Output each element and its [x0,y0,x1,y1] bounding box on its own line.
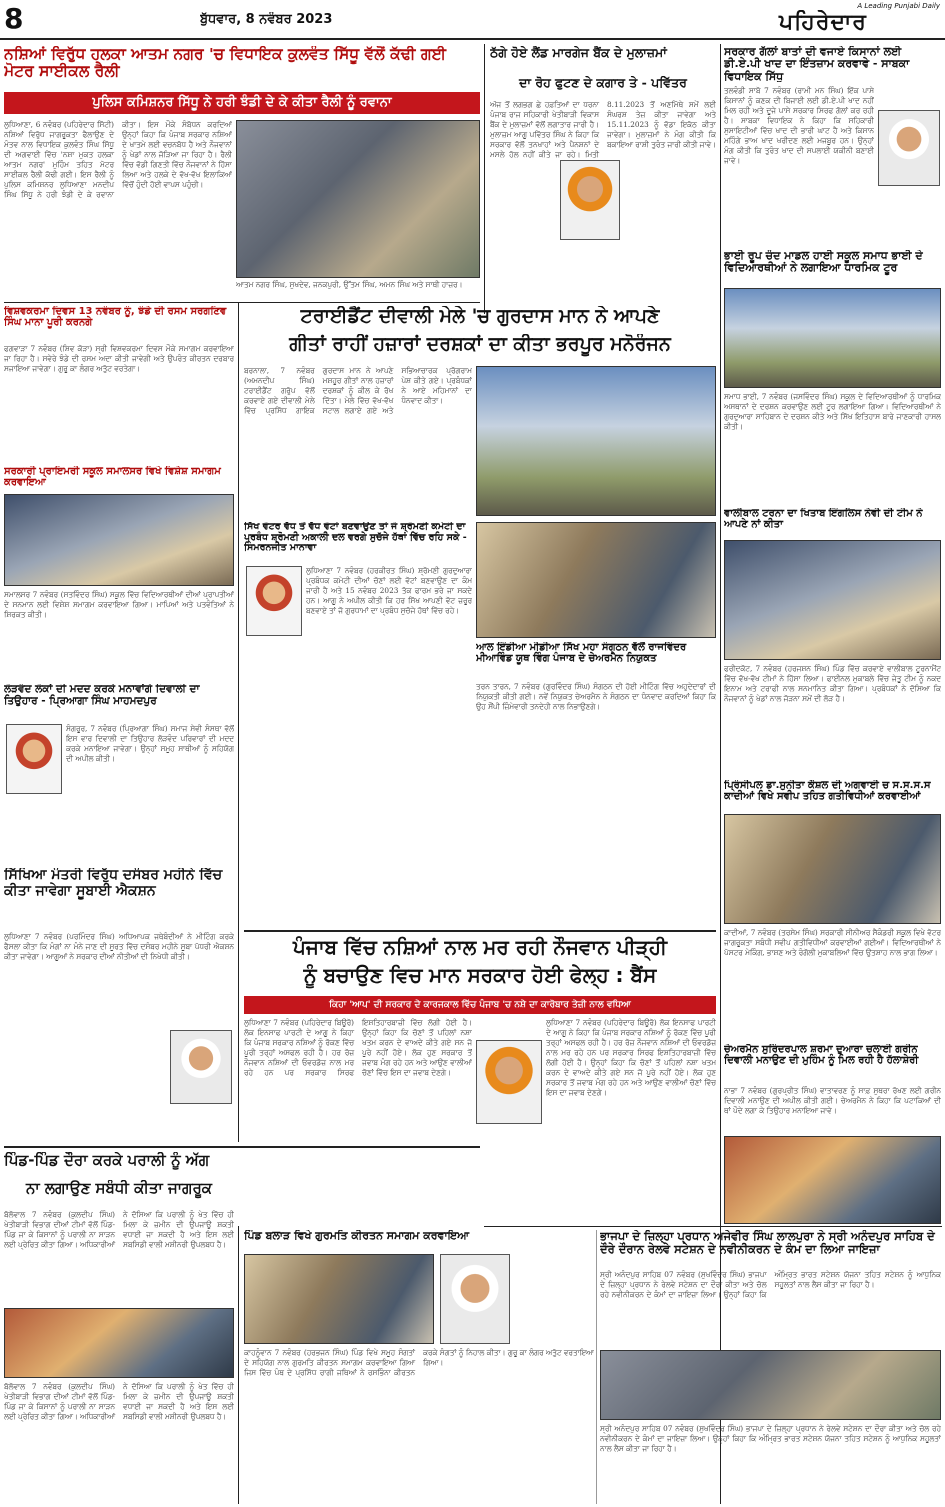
tagline: A Leading Punjabi Daily [857,2,940,10]
school-photo [4,494,234,586]
volleyball-photo [724,540,941,660]
farmers-portrait [878,110,940,186]
tour-body: ਸਮਾਧ ਭਾਈ, 7 ਨਵੰਬਰ (ਜਸਵਿੰਦਰ ਸਿੰਘ) ਸਕੂਲ ਦੇ ਵਿਦਿਆਰਥੀਆਂ ਨੂੰ ਧਾਰਮਿਕ ਅਸਥਾਨਾਂ ਦੇ ਦਰਸ਼ਨ ਕਰਵਾਉਣ ਲਈ ਟੂਰ ਲਗਾਇਆ ਗਿਆ। ਵਿਦਿਆਰਥੀਆਂ ਨੇ ਗੁਰਦੁਆਰਾ ਸਾਹਿਬਾਨ ਦੇ ਦਰਸ਼ਨ ਕੀਤੇ ਅਤੇ ਸਿੱਖ ਇਤਿਹਾਸ ਬਾਰੇ ਜਾਣਕਾਰੀ ਹਾਸਲ ਕੀਤੀ। [724,392,941,431]
bhajpa-body-2: ਸ੍ਰੀ ਅਨੰਦਪੁਰ ਸਾਹਿਬ 07 ਨਵੰਬਰ (ਸੁਖਵਿੰਦਰ ਸਿੰਘ) ਭਾਜਪਾ ਦੇ ਜ਼ਿਲ੍ਹਾ ਪ੍ਰਧਾਨ ਨੇ ਰੇਲਵੇ ਸਟੇਸ਼ਨ ਦਾ ਦੌਰਾ ਕੀਤਾ ਅਤੇ ਚੱਲ ਰਹੇ ਨਵੀਨੀਕਰਨ ਦੇ ਕੰਮਾਂ ਦਾ ਜਾਇਜ਼ਾ ਲਿਆ। ਉਨ੍ਹਾਂ ਕਿਹਾ ਕਿ ਅੰਮ੍ਰਿਤ ਭਾਰਤ ਸਟੇਸ਼ਨ ਯੋਜਨਾ ਤਹਿਤ ਸਟੇਸ਼ਨ ਨੂੰ ਆਧੁਨਿਕ ਸਹੂਲਤਾਂ ਨਾਲ ਲੈਸ ਕੀਤਾ ਜਾ ਰਿਹਾ ਹੈ। [600,1424,941,1453]
sikh-body: ਲੁਧਿਆਣਾ 7 ਨਵੰਬਰ (ਹਰਕੀਰਤ ਸਿੰਘ) ਸ਼੍ਰੋਮਣੀ ਗੁਰਦੁਆਰਾ ਪ੍ਰਬੰਧਕ ਕਮੇਟੀ ਦੀਆਂ ਚੋਣਾਂ ਲਈ ਵੋਟਾਂ ਬਣਵਾਉਣ ਦਾ ਕੰਮ ਜਾਰੀ ਹੈ ਅਤੇ 15 ਨਵੰਬਰ 2023 ਤੱਕ ਫਾਰਮ ਭਰੇ ਜਾ ਸਕਦੇ ਹਨ। ਆਗੂ ਨੇ ਅਪੀਲ ਕੀਤੀ ਕਿ ਹਰ ਸਿੱਖ ਆਪਣੀ ਵੋਟ ਜ਼ਰੂਰ ਬਣਵਾਏ ਤਾਂ ਜੋ ਗੁਰਧਾਮਾਂ ਦਾ ਪ੍ਰਬੰਧ ਸੁਚੱਜੇ ਹੱਥਾਂ ਵਿੱਚ ਰਹੇ। [306,566,472,615]
tour-headline: ਭਾਈ ਰੂਪ ਚੰਦ ਮਾਡਲ ਹਾਈ ਸਕੂਲ ਸਮਾਧ ਭਾਈ ਦੇ ਵਿਦਿਆਰਥੀਆਂ ਨੇ ਲਗਾਇਆ ਧਾਰਮਿਕ ਟੂਰ [724,250,923,275]
teachers-body: ਲੁਧਿਆਣਾ 7 ਨਵੰਬਰ (ਪਰਮਿੰਦਰ ਸਿੰਘ) ਅਧਿਆਪਕ ਜਥੇਬੰਦੀਆਂ ਨੇ ਮੀਟਿੰਗ ਕਰਕੇ ਫੈਸਲਾ ਕੀਤਾ ਕਿ ਮੰਗਾਂ ਨਾ ਮੰਨੇ ਜਾਣ ਦੀ ਸੂਰਤ ਵਿੱਚ ਦਸੰਬਰ ਮਹੀਨੇ ਸੂਬਾ ਪੱਧਰੀ ਐਕਸ਼ਨ ਕੀਤਾ ਜਾਵੇਗਾ। ਆਗੂਆਂ ਨੇ ਸਰਕਾਰ ਦੀਆਂ ਨੀਤੀਆਂ ਦੀ ਨਿਖੇਧੀ ਕੀਤੀ। [4,932,234,961]
youth-headline-2: ਨੂੰ ਬਚਾਉਣ ਵਿਚ ਮਾਨ ਸਰਕਾਰ ਹੋਈ ਫੇਲ੍ਹ : ਬੈਂਸ [303,964,657,987]
sikh-headline: ਸਿੱਖ ਵੋਟਰ ਵੱਧ ਤੋਂ ਵੱਧ ਵੋਟਾਂ ਬਣਵਾਉਣ ਤਾਂ ਜੋ ਸ਼੍ਰੋਮਣੀ ਕਮੇਟੀ ਦਾ ਪ੍ਰਬੰਧ ਸ਼੍ਰੋਮਣੀ ਅਕਾਲੀ ਦਲ ਵਰਗੇ ਸੁਚੱਜੇ ਹੱਥਾਂ ਵਿੱਚ ਰਹਿ ਸਕੇ - ਸਿਮਰਨਜੀਤ ਮਾਨਾਵਾ [244,522,467,554]
trident-body: ਬਰਨਾਲਾ, 7 ਨਵੰਬਰ (ਅਮਨਦੀਪ ਸਿੰਘ) ਟਰਾਈਡੈਂਟ ਗਰੁੱਪ ਵੱਲੋਂ ਕਰਵਾਏ ਗਏ ਦੀਵਾਲੀ ਮੇਲੇ ਵਿੱਚ ਪ੍ਰਸਿੱਧ ਗਾਇਕ ਗੁਰਦਾਸ ਮਾਨ ਨੇ ਆਪਣੇ ਮਸ਼ਹੂਰ ਗੀਤਾਂ ਨਾਲ ਹਜ਼ਾਰਾਂ ਦਰਸ਼ਕਾਂ ਨੂੰ ਕੀਲ ਕੇ ਰੱਖ ਦਿੱਤਾ। ਮੇਲੇ ਵਿੱਚ ਵੱਖ-ਵੱਖ ਸਟਾਲ ਲਗਾਏ ਗਏ ਅਤੇ ਸਭਿਆਚਾਰਕ ਪ੍ਰੋਗਰਾਮ ਪੇਸ਼ ਕੀਤੇ ਗਏ। ਪ੍ਰਬੰਧਕਾਂ ਨੇ ਆਏ ਮਹਿਮਾਨਾਂ ਦਾ ਧੰਨਵਾਦ ਕੀਤਾ। [244,366,472,415]
gurmat-body: ਕਾਹਨੂੰਵਾਨ 7 ਨਵੰਬਰ (ਹਰਭਜਨ ਸਿੰਘ) ਪਿੰਡ ਵਿਖੇ ਸਮੂਹ ਸੰਗਤਾਂ ਦੇ ਸਹਿਯੋਗ ਨਾਲ ਗੁਰਮਤਿ ਕੀਰਤਨ ਸਮਾਗਮ ਕਰਵਾਇਆ ਗਿਆ ਜਿਸ ਵਿੱਚ ਪੰਥ ਦੇ ਪ੍ਰਸਿੱਧ ਰਾਗੀ ਜਥਿਆਂ ਨੇ ਰਸਭਿੰਨਾ ਕੀਰਤਨ ਕਰਕੇ ਸੰਗਤਾਂ ਨੂੰ ਨਿਹਾਲ ਕੀਤਾ। ਗੁਰੂ ਕਾ ਲੰਗਰ ਅਤੁੱਟ ਵਰਤਾਇਆ ਗਿਆ। [244,1348,594,1377]
teachers-headline: ਸਿੱਖਿਆ ਮੰਤਰੀ ਵਿਰੁੱਧ ਦਸੰਬਰ ਮਹੀਨੇ ਵਿੱਚ ਕੀਤਾ ਜਾਵੇਗਾ ਸੂਬਾਈ ਐਕਸ਼ਨ [4,868,223,899]
school-body: ਸਮਾਲਸਰ 7 ਨਵੰਬਰ (ਸਤਵਿੰਦਰ ਸਿੰਘ) ਸਕੂਲ ਵਿੱਚ ਵਿਦਿਆਰਥੀਆਂ ਦੀਆਂ ਪ੍ਰਾਪਤੀਆਂ ਦੇ ਸਨਮਾਨ ਲਈ ਵਿਸ਼ੇਸ਼ ਸਮਾਗਮ ਕਰਵਾਇਆ ਗਿਆ। ਮਾਪਿਆਂ ਅਤੇ ਪਤਵੰਤਿਆਂ ਨੇ ਸ਼ਿਰਕਤ ਕੀਤੀ। [4,590,234,619]
bank-headline-2: ਦਾ ਰੋਹ ਫੁਟਣ ਦੇ ਕਗਾਰ ਤੇ - ਪਵਿੱਤਰ [519,76,687,90]
stubble-body: ਬੱਲੋਵਾਲ 7 ਨਵੰਬਰ (ਕੁਲਦੀਪ ਸਿੰਘ) ਖੇਤੀਬਾੜੀ ਵਿਭਾਗ ਦੀਆਂ ਟੀਮਾਂ ਵੱਲੋਂ ਪਿੰਡ-ਪਿੰਡ ਜਾ ਕੇ ਕਿਸਾਨਾਂ ਨੂੰ ਪਰਾਲੀ ਨਾ ਸਾੜਨ ਲਈ ਪ੍ਰੇਰਿਤ ਕੀਤਾ ਗਿਆ। ਅਧਿਕਾਰੀਆਂ ਨੇ ਦੱਸਿਆ ਕਿ ਪਰਾਲੀ ਨੂੰ ਖੇਤ ਵਿੱਚ ਹੀ ਮਿਲਾ ਕੇ ਜ਼ਮੀਨ ਦੀ ਉਪਜਾਊ ਸ਼ਕਤੀ ਵਧਾਈ ਜਾ ਸਕਦੀ ਹੈ ਅਤੇ ਇਸ ਲਈ ਸਬਸਿਡੀ ਵਾਲੀ ਮਸ਼ੀਨਰੀ ਉਪਲਬਧ ਹੈ। [4,1210,234,1249]
rule [244,930,716,932]
gurmat-headline: ਪਿੰਡ ਬਲਾੜ ਵਿਖੇ ਗੁਰਮਤਿ ਕੀਰਤਨ ਸਮਾਗਮ ਕਰਵਾਇਆ [244,1230,470,1242]
trident-headline: ਟਰਾਈਡੈਂਟ ਦੀਵਾਲੀ ਮੇਲੇ 'ਚ ਗੁਰਦਾਸ ਮਾਨ ਨੇ ਆਪਣੇ [300,306,660,327]
rule [4,1146,480,1148]
media-photo [476,522,716,638]
stubble-headline: ਪਿੰਡ-ਪਿੰਡ ਦੌਰਾ ਕਰਕੇ ਪਰਾਲੀ ਨੂੰ ਅੱਗ [4,1152,210,1169]
sikh-portrait [246,566,302,636]
volleyball-headline: ਵਾਲੀਬਾਲ ਟਰਨਾ ਦਾ ਖਿਤਾਬ ਇੰਗਲਿਸ ਨੇਵੀ ਦੀ ਟੀਮ ਨੇ ਆਪਣੇ ਨਾਂ ਕੀਤਾ [724,508,923,531]
page-header [0,0,945,40]
diwali-headline: ਚੇਅਰਮੈਨ ਸੁਰਿੰਦਰਪਾਲ ਸ਼ਰਮਾ ਦੁਆਰਾ ਚਲਾਈ ਗਰੀਨ ਦਿਵਾਲੀ ਮਨਾਉਣ ਦੀ ਮੁਹਿੰਮ ਨੂੰ ਮਿਲ ਰਹੀ ਹੈ ਹੱਲਾਸ਼ੇਰੀ [724,1044,919,1067]
needy-headline: ਲੋੜਵੰਦ ਲੋਕਾਂ ਦੀ ਮਦਦ ਕਰਕੇ ਮਨਾਵਾਂਗੇ ਦਿਵਾਲੀ ਦਾ ਤਿਉਹਾਰ - ਪ੍ਰਿਆਗਾ ਸਿੰਘ ਮਾਹਮਦਪੁਰ [4,684,200,707]
school-headline: ਸਰਕਾਰੀ ਪ੍ਰਾਇਮਰੀ ਸਕੂਲ ਸਮਾਲਸਰ ਵਿਖੇ ਵਿਸ਼ੇਸ਼ ਸਮਾਗਮ ਕਰਵਾਇਆ [4,466,221,489]
rule [484,1226,942,1227]
rule [484,44,485,314]
bhajpa-photo [600,1350,941,1420]
teachers-portrait [170,1030,232,1104]
page-number: 8 [4,2,24,35]
trident-photo [476,366,716,516]
rally-subhead: ਪੁਲਿਸ ਕਮਿਸ਼ਨਰ ਸਿੱਧੂ ਨੇ ਹਰੀ ਝੰਡੀ ਦੇ ਕੇ ਕੀਤਾ ਰੈਲੀ ਨੂੰ ਰਵਾਨਾ [4,92,480,114]
youth-subhead: ਕਿਹਾ 'ਆਪ' ਦੀ ਸਰਕਾਰ ਦੇ ਕਾਰਜਕਾਲ ਵਿੱਚ ਪੰਜਾਬ 'ਚ ਨਸ਼ੇ ਦਾ ਕਾਰੋਬਾਰ ਤੇਜ਼ੀ ਨਾਲ ਵਧਿਆ [244,996,716,1014]
tour-photo [724,288,941,388]
bank-headline: ਠੱਗੇ ਹੋਏ ਲੈਂਡ ਮਾਰਗੇਜ ਬੈਂਕ ਦੇ ਮੁਲਾਜ਼ਮਾਂ [490,46,667,60]
farmers-body: ਤਲਵੰਡੀ ਸਾਬੋ 7 ਨਵੰਬਰ (ਰਾਮੀ ਮਨ ਸਿੰਘ) ਇੱਕ ਪਾਸੇ ਕਿਸਾਨਾਂ ਨੂੰ ਕਣਕ ਦੀ ਬਿਜਾਈ ਲਈ ਡੀ.ਏ.ਪੀ ਖਾਦ ਨਹੀਂ ਮਿਲ ਰਹੀ ਅਤੇ ਦੂਜੇ ਪਾਸੇ ਸਰਕਾਰ ਸਿਰਫ ਗੱਲਾਂ ਕਰ ਰਹੀ ਹੈ। ਸਾਬਕਾ ਵਿਧਾਇਕ ਨੇ ਕਿਹਾ ਕਿ ਸਹਿਕਾਰੀ ਸੁਸਾਇਟੀਆਂ ਵਿੱਚ ਖਾਦ ਦੀ ਭਾਰੀ ਘਾਟ ਹੈ ਅਤੇ ਕਿਸਾਨ ਮਹਿੰਗੇ ਭਾਅ ਖਾਦ ਖਰੀਦਣ ਲਈ ਮਜਬੂਰ ਹਨ। ਉਨ੍ਹਾਂ ਮੰਗ ਕੀਤੀ ਕਿ ਤੁਰੰਤ ਖਾਦ ਦੀ ਸਪਲਾਈ ਯਕੀਨੀ ਬਣਾਈ ਜਾਵੇ। [724,86,874,165]
youth-body-2: ਲੁਧਿਆਣਾ 7 ਨਵੰਬਰ (ਪਹਿਰੇਦਾਰ ਬਿਊਰੋ) ਲੋਕ ਇਨਸਾਫ ਪਾਰਟੀ ਦੇ ਆਗੂ ਨੇ ਕਿਹਾ ਕਿ ਪੰਜਾਬ ਸਰਕਾਰ ਨਸ਼ਿਆਂ ਨੂੰ ਰੋਕਣ ਵਿੱਚ ਪੂਰੀ ਤਰ੍ਹਾਂ ਅਸਫਲ ਰਹੀ ਹੈ। ਹਰ ਰੋਜ਼ ਨੌਜਵਾਨ ਨਸ਼ਿਆਂ ਦੀ ਓਵਰਡੋਜ਼ ਨਾਲ ਮਰ ਰਹੇ ਹਨ ਪਰ ਸਰਕਾਰ ਸਿਰਫ ਇਸ਼ਤਿਹਾਰਬਾਜ਼ੀ ਵਿੱਚ ਲੱਗੀ ਹੋਈ ਹੈ। ਉਨ੍ਹਾਂ ਕਿਹਾ ਕਿ ਚੋਣਾਂ ਤੋਂ ਪਹਿਲਾਂ ਨਸ਼ਾ ਖਤਮ ਕਰਨ ਦੇ ਵਾਅਦੇ ਕੀਤੇ ਗਏ ਸਨ ਜੋ ਪੂਰੇ ਨਹੀਂ ਹੋਏ। ਲੋਕ ਹੁਣ ਸਰਕਾਰ ਤੋਂ ਜਵਾਬ ਮੰਗ ਰਹੇ ਹਨ ਅਤੇ ਆਉਣ ਵਾਲੀਆਂ ਚੋਣਾਂ ਵਿੱਚ ਇਸ ਦਾ ਜਵਾਬ ਦੇਣਗੇ। [546,1018,716,1097]
needy-portrait [6,724,62,794]
bhajpa-body: ਸ੍ਰੀ ਅਨੰਦਪੁਰ ਸਾਹਿਬ 07 ਨਵੰਬਰ (ਸੁਖਵਿੰਦਰ ਸਿੰਘ) ਭਾਜਪਾ ਦੇ ਜ਼ਿਲ੍ਹਾ ਪ੍ਰਧਾਨ ਨੇ ਰੇਲਵੇ ਸਟੇਸ਼ਨ ਦਾ ਦੌਰਾ ਕੀਤਾ ਅਤੇ ਚੱਲ ਰਹੇ ਨਵੀਨੀਕਰਨ ਦੇ ਕੰਮਾਂ ਦਾ ਜਾਇਜ਼ਾ ਲਿਆ। ਉਨ੍ਹਾਂ ਕਿਹਾ ਕਿ ਅੰਮ੍ਰਿਤ ਭਾਰਤ ਸਟੇਸ਼ਨ ਯੋਜਨਾ ਤਹਿਤ ਸਟੇਸ਼ਨ ਨੂੰ ਆਧੁਨਿਕ ਸਹੂਲਤਾਂ ਨਾਲ ਲੈਸ ਕੀਤਾ ਜਾ ਰਿਹਾ ਹੈ। [600,1270,941,1299]
rally-body: ਲੁਧਿਆਣਾ, 6 ਨਵੰਬਰ (ਪਹਿਰੇਦਾਰ ਸਿੱਟੀ) ਨਸ਼ਿਆਂ ਵਿਰੁੱਧ ਜਾਗਰੂਕਤਾ ਫੈਲਾਉਣ ਦੇ ਮੰਤਵ ਨਾਲ ਵਿਧਾਇਕ ਕੁਲਵੰਤ ਸਿੰਘ ਸਿੱਧੂ ਦੀ ਅਗਵਾਈ ਵਿੱਚ 'ਨਸ਼ਾ ਮੁਕਤ ਹਲਕਾ ਆਤਮ ਨਗਰ' ਮੁਹਿੰਮ ਤਹਿਤ ਮੋਟਰ ਸਾਈਕਲ ਰੈਲੀ ਕੱਢੀ ਗਈ। ਇਸ ਰੈਲੀ ਨੂੰ ਪੁਲਿਸ ਕਮਿਸ਼ਨਰ ਲੁਧਿਆਣਾ ਮਨਦੀਪ ਸਿੰਘ ਸਿੱਧੂ ਨੇ ਹਰੀ ਝੰਡੀ ਦੇ ਕੇ ਰਵਾਨਾ ਕੀਤਾ। ਇਸ ਮੌਕੇ ਸੰਬੋਧਨ ਕਰਦਿਆਂ ਉਨ੍ਹਾਂ ਕਿਹਾ ਕਿ ਪੰਜਾਬ ਸਰਕਾਰ ਨਸ਼ਿਆਂ ਦੇ ਖਾਤਮੇ ਲਈ ਵਚਨਬੱਧ ਹੈ ਅਤੇ ਨੌਜਵਾਨਾਂ ਨੂੰ ਖੇਡਾਂ ਨਾਲ ਜੋੜਿਆ ਜਾ ਰਿਹਾ ਹੈ। ਰੈਲੀ ਵਿੱਚ ਵੱਡੀ ਗਿਣਤੀ ਵਿੱਚ ਨੌਜਵਾਨਾਂ ਨੇ ਹਿੱਸਾ ਲਿਆ ਅਤੇ ਹਲਕੇ ਦੇ ਵੱਖ-ਵੱਖ ਇਲਾਕਿਆਂ ਵਿੱਚੋਂ ਹੁੰਦੀ ਹੋਈ ਵਾਪਸ ਪਹੁੰਚੀ। [4,120,232,199]
youth-portrait [476,1040,542,1124]
stubble-photo [4,1308,234,1378]
diwali-photo [724,1136,941,1224]
rally-headline: ਨਸ਼ਿਆਂ ਵਿਰੁੱਧ ਹਲਕਾ ਆਤਮ ਨਗਰ 'ਚ ਵਿਧਾਇਕ ਕੁਲਵੰਤ ਸਿੱਧੂ ਵੱਲੋਂ ਕੱਢੀ ਗਈ ਮੋਟਰ ਸਾਈਕਲ ਰੈਲੀ [4,46,446,81]
media-body: ਤਰਨ ਤਾਰਨ, 7 ਨਵੰਬਰ (ਗੁਰਵਿੰਦਰ ਸਿੰਘ) ਸੰਗਠਨ ਦੀ ਹੋਈ ਮੀਟਿੰਗ ਵਿੱਚ ਅਹੁਦੇਦਾਰਾਂ ਦੀ ਨਿਯੁਕਤੀ ਕੀਤੀ ਗਈ। ਨਵੇਂ ਨਿਯੁਕਤ ਚੇਅਰਮੈਨ ਨੇ ਸੰਗਠਨ ਦਾ ਧੰਨਵਾਦ ਕਰਦਿਆਂ ਕਿਹਾ ਕਿ ਉਹ ਸੌਂਪੀ ਜ਼ਿੰਮੇਵਾਰੀ ਤਨਦੇਹੀ ਨਾਲ ਨਿਭਾਉਣਗੇ। [476,682,716,711]
diwali-body: ਨਾਭਾ 7 ਨਵੰਬਰ (ਗੁਰਪ੍ਰੀਤ ਸਿੰਘ) ਵਾਤਾਵਰਣ ਨੂੰ ਸਾਫ਼ ਸੁਥਰਾ ਰੱਖਣ ਲਈ ਗਰੀਨ ਦਿਵਾਲੀ ਮਨਾਉਣ ਦੀ ਅਪੀਲ ਕੀਤੀ ਗਈ। ਚੇਅਰਮੈਨ ਨੇ ਕਿਹਾ ਕਿ ਪਟਾਕਿਆਂ ਦੀ ਥਾਂ ਪੌਦੇ ਲਗਾ ਕੇ ਤਿਉਹਾਰ ਮਨਾਇਆ ਜਾਵੇ। [724,1086,941,1115]
principal-headline: ਪ੍ਰਿੰਸੀਪਲ ਡਾ.ਸੁਨੀਤਾ ਕੌਸ਼ਲ ਦੀ ਅਗਵਾਈ ਚ ਸ.ਸ.ਸ.ਸ ਕਾਦੀਆਂ ਵਿਖੇ ਸਵੀਪ ਤਹਿਤ ਗਤੀਵਿਧੀਆਂ ਕਰਵਾਈਆਂ [724,780,931,803]
needy-body: ਸੰਗਰੂਰ, 7 ਨਵੰਬਰ (ਪ੍ਰਿਆਗਾ ਸਿੰਘ) ਸਮਾਜ ਸੇਵੀ ਸੰਸਥਾ ਵੱਲੋਂ ਇਸ ਵਾਰ ਦਿਵਾਲੀ ਦਾ ਤਿਉਹਾਰ ਲੋੜਵੰਦ ਪਰਿਵਾਰਾਂ ਦੀ ਮਦਦ ਕਰਕੇ ਮਨਾਇਆ ਜਾਵੇਗਾ। ਉਨ੍ਹਾਂ ਸਮੂਹ ਸਾਥੀਆਂ ਨੂੰ ਸਹਿਯੋਗ ਦੀ ਅਪੀਲ ਕੀਤੀ। [66,724,234,763]
gurmat-portrait [440,1254,510,1344]
principal-photo [724,814,941,924]
gurmat-photo [244,1254,434,1344]
youth-body: ਲੁਧਿਆਣਾ 7 ਨਵੰਬਰ (ਪਹਿਰੇਦਾਰ ਬਿਊਰੋ) ਲੋਕ ਇਨਸਾਫ ਪਾਰਟੀ ਦੇ ਆਗੂ ਨੇ ਕਿਹਾ ਕਿ ਪੰਜਾਬ ਸਰਕਾਰ ਨਸ਼ਿਆਂ ਨੂੰ ਰੋਕਣ ਵਿੱਚ ਪੂਰੀ ਤਰ੍ਹਾਂ ਅਸਫਲ ਰਹੀ ਹੈ। ਹਰ ਰੋਜ਼ ਨੌਜਵਾਨ ਨਸ਼ਿਆਂ ਦੀ ਓਵਰਡੋਜ਼ ਨਾਲ ਮਰ ਰਹੇ ਹਨ ਪਰ ਸਰਕਾਰ ਸਿਰਫ ਇਸ਼ਤਿਹਾਰਬਾਜ਼ੀ ਵਿੱਚ ਲੱਗੀ ਹੋਈ ਹੈ। ਉਨ੍ਹਾਂ ਕਿਹਾ ਕਿ ਚੋਣਾਂ ਤੋਂ ਪਹਿਲਾਂ ਨਸ਼ਾ ਖਤਮ ਕਰਨ ਦੇ ਵਾਅਦੇ ਕੀਤੇ ਗਏ ਸਨ ਜੋ ਪੂਰੇ ਨਹੀਂ ਹੋਏ। ਲੋਕ ਹੁਣ ਸਰਕਾਰ ਤੋਂ ਜਵਾਬ ਮੰਗ ਰਹੇ ਹਨ ਅਤੇ ਆਉਣ ਵਾਲੀਆਂ ਚੋਣਾਂ ਵਿੱਚ ਇਸ ਦਾ ਜਵਾਬ ਦੇਣਗੇ। [244,1018,472,1077]
stubble-headline-2: ਨਾ ਲਗਾਉਣ ਸਬੰਧੀ ਕੀਤਾ ਜਾਗਰੂਕ [25,1180,213,1197]
farmers-headline: ਸਰਕਾਰ ਗੱਲਾਂ ਬਾਤਾਂ ਦੀ ਵਜਾਏ ਕਿਸਾਨਾਂ ਲਈ ਡੀ.ਏ.ਪੀ ਖਾਦ ਦਾ ਇੰਤਜ਼ਾਮ ਕਰਵਾਵੇ - ਸਾਬਕਾ ਵਿਧਾਇਕ ਸਿੱਧੂ [724,46,910,82]
principal-body: ਕਾਦੀਆਂ, 7 ਨਵੰਬਰ (ਤਰਸੇਮ ਸਿੰਘ) ਸਰਕਾਰੀ ਸੀਨੀਅਰ ਸੈਕੰਡਰੀ ਸਕੂਲ ਵਿਖੇ ਵੋਟਰ ਜਾਗਰੂਕਤਾ ਸਬੰਧੀ ਸਵੀਪ ਗਤੀਵਿਧੀਆਂ ਕਰਵਾਈਆਂ ਗਈਆਂ। ਵਿਦਿਆਰਥੀਆਂ ਨੇ ਪੋਸਟਰ ਮੇਕਿੰਗ, ਭਾਸ਼ਣ ਅਤੇ ਰੰਗੋਲੀ ਮੁਕਾਬਲਿਆਂ ਵਿੱਚ ਉਤਸ਼ਾਹ ਨਾਲ ਭਾਗ ਲਿਆ। [724,928,941,957]
volleyball-body: ਫਰੀਦਕੋਟ, 7 ਨਵੰਬਰ (ਹਰਜਸ਼ਨ ਸਿੰਘ) ਪਿੰਡ ਵਿੱਚ ਕਰਵਾਏ ਵਾਲੀਬਾਲ ਟੂਰਨਾਮੈਂਟ ਵਿੱਚ ਵੱਖ-ਵੱਖ ਟੀਮਾਂ ਨੇ ਹਿੱਸਾ ਲਿਆ। ਫਾਈਨਲ ਮੁਕਾਬਲੇ ਵਿੱਚ ਜੇਤੂ ਟੀਮ ਨੂੰ ਨਕਦ ਇਨਾਮ ਅਤੇ ਟਰਾਫੀ ਨਾਲ ਸਨਮਾਨਿਤ ਕੀਤਾ ਗਿਆ। ਪ੍ਰਬੰਧਕਾਂ ਨੇ ਦੱਸਿਆ ਕਿ ਨੌਜਵਾਨਾਂ ਨੂੰ ਖੇਡਾਂ ਨਾਲ ਜੋੜਨਾ ਸਮੇਂ ਦੀ ਲੋੜ ਹੈ। [724,664,941,703]
newspaper-logo: ਪਹਿਰੇਦਾਰ [779,10,867,35]
bank-portrait [560,160,620,240]
youth-headline: ਪੰਜਾਬ ਵਿੱਚ ਨਸ਼ਿਆਂ ਨਾਲ ਮਰ ਰਹੀ ਨੌਜਵਾਨ ਪੀੜ੍ਹੀ [293,936,667,959]
rally-photo [236,120,480,278]
stubble-body-2: ਬੱਲੋਵਾਲ 7 ਨਵੰਬਰ (ਕੁਲਦੀਪ ਸਿੰਘ) ਖੇਤੀਬਾੜੀ ਵਿਭਾਗ ਦੀਆਂ ਟੀਮਾਂ ਵੱਲੋਂ ਪਿੰਡ-ਪਿੰਡ ਜਾ ਕੇ ਕਿਸਾਨਾਂ ਨੂੰ ਪਰਾਲੀ ਨਾ ਸਾੜਨ ਲਈ ਪ੍ਰੇਰਿਤ ਕੀਤਾ ਗਿਆ। ਅਧਿਕਾਰੀਆਂ ਨੇ ਦੱਸਿਆ ਕਿ ਪਰਾਲੀ ਨੂੰ ਖੇਤ ਵਿੱਚ ਹੀ ਮਿਲਾ ਕੇ ਜ਼ਮੀਨ ਦੀ ਉਪਜਾਊ ਸ਼ਕਤੀ ਵਧਾਈ ਜਾ ਸਕਦੀ ਹੈ ਅਤੇ ਇਸ ਲਈ ਸਬਸਿਡੀ ਵਾਲੀ ਮਸ਼ੀਨਰੀ ਉਪਲਬਧ ਹੈ। [4,1382,234,1421]
rule [238,302,239,1142]
bhajpa-headline: ਭਾਜਪਾ ਦੇ ਜ਼ਿਲ੍ਹਾ ਪ੍ਰਧਾਨ ਅਜੇਵੀਰ ਸਿੰਘ ਲਾਲਪੁਰਾ ਨੇ ਸ੍ਰੀ ਅਨੰਦਪੁਰ ਸਾਹਿਬ ਦੇ ਦੌਰੇ ਦੌਰਾਨ ਰੇਲਵੇ ਸਟੇਸ਼ਨ ਦੇ ਨਵੀਨੀਕਰਨ ਦੇ ਕੰਮ ਦਾ ਲਿਆ ਜਾਇਜ਼ਾ [600,1230,935,1256]
rally-caption: ਆਤਮ ਨਗਰ ਸਿੰਘ, ਸੁਖਦੇਵ, ਜਨਕਪੁਰੀ, ਉੱਤਮ ਸਿੰਘ, ਅਮਨ ਸਿੰਘ ਅਤੇ ਸਾਥੀ ਹਾਜ਼ਰ। [236,280,463,289]
media-headline: ਆਲ ਇੰਡੀਆ ਮੀਡੀਆ ਸਿੱਖ ਮਹਾ ਸੰਗਠਨ ਵੱਲੋਂ ਰਾਜਵਿੰਦਰ ਮੀਆਵਿੰਡ ਯੂਥ ਵਿੰਗ ਪੰਜਾਬ ਦੇ ਚੇਅਰਮੈਨ ਨਿਯੁਕਤ [476,642,687,665]
rule [596,1230,597,1504]
issue-date: ਬੁੱਧਵਾਰ, 8 ਨਵੰਬਰ 2023 [200,12,333,27]
rule [4,302,480,303]
bank-body: ਅੱਜ ਤੋਂ ਲਗਭਗ ਛੇ ਹਫ਼ਤਿਆਂ ਦਾ ਧਰਨਾ ਪੰਜਾਬ ਰਾਜ ਸਹਿਕਾਰੀ ਖੇਤੀਬਾੜੀ ਵਿਕਾਸ ਬੈਂਕ ਦੇ ਮੁਲਾਜ਼ਮਾਂ ਵੱਲੋਂ ਲਗਾਤਾਰ ਜਾਰੀ ਹੈ। ਮੁਲਾਜ਼ਮ ਆਗੂ ਪਵਿੱਤਰ ਸਿੰਘ ਨੇ ਕਿਹਾ ਕਿ ਸਰਕਾਰ ਵੱਲੋਂ ਤਨਖਾਹਾਂ ਅਤੇ ਪੈਨਸ਼ਨਾਂ ਦੇ ਮਸਲੇ ਹੱਲ ਨਹੀਂ ਕੀਤੇ ਜਾ ਰਹੇ। ਮਿਤੀ 8.11.2023 ਤੋਂ ਅਣਮਿੱਥੇ ਸਮੇਂ ਲਈ ਸੰਘਰਸ਼ ਤੇਜ਼ ਕੀਤਾ ਜਾਵੇਗਾ ਅਤੇ 15.11.2023 ਨੂੰ ਵੱਡਾ ਇਕੱਠ ਕੀਤਾ ਜਾਵੇਗਾ। ਮੁਲਾਜ਼ਮਾਂ ਨੇ ਮੰਗ ਕੀਤੀ ਕਿ ਬਕਾਇਆ ਰਾਸ਼ੀ ਤੁਰੰਤ ਜਾਰੀ ਕੀਤੀ ਜਾਵੇ। [490,100,716,159]
camp-headline: ਵਿਸ਼ਵਕਰਮਾ ਦਿਵਸ 13 ਨਵੰਬਰ ਨੂੰ, ਝੰਡੇ ਦੀ ਰਸਮ ਸਰਗਣਿਵ ਸਿੰਘ ਮਾਨਾ ਪੂਰੀ ਕਰਨਗੇ [4,306,227,329]
trident-headline-2: ਗੀਤਾਂ ਰਾਹੀਂ ਹਜ਼ਾਰਾਂ ਦਰਸ਼ਕਾਂ ਦਾ ਕੀਤਾ ਭਰਪੂਰ ਮਨੋਰੰਜਨ [289,334,671,355]
rule [238,1226,239,1504]
camp-body: ਫਗਵਾੜਾ 7 ਨਵੰਬਰ (ਸ਼ਿਵ ਕੋੜਾ) ਸ੍ਰੀ ਵਿਸ਼ਵਕਰਮਾ ਦਿਵਸ ਮੌਕੇ ਸਮਾਗਮ ਕਰਵਾਇਆ ਜਾ ਰਿਹਾ ਹੈ। ਸਵੇਰੇ ਝੰਡੇ ਦੀ ਰਸਮ ਅਦਾ ਕੀਤੀ ਜਾਵੇਗੀ ਅਤੇ ਉਪਰੰਤ ਕੀਰਤਨ ਦਰਬਾਰ ਸਜਾਇਆ ਜਾਵੇਗਾ। ਗੁਰੂ ਕਾ ਲੰਗਰ ਅਤੁੱਟ ਵਰਤੇਗਾ। [4,344,234,373]
